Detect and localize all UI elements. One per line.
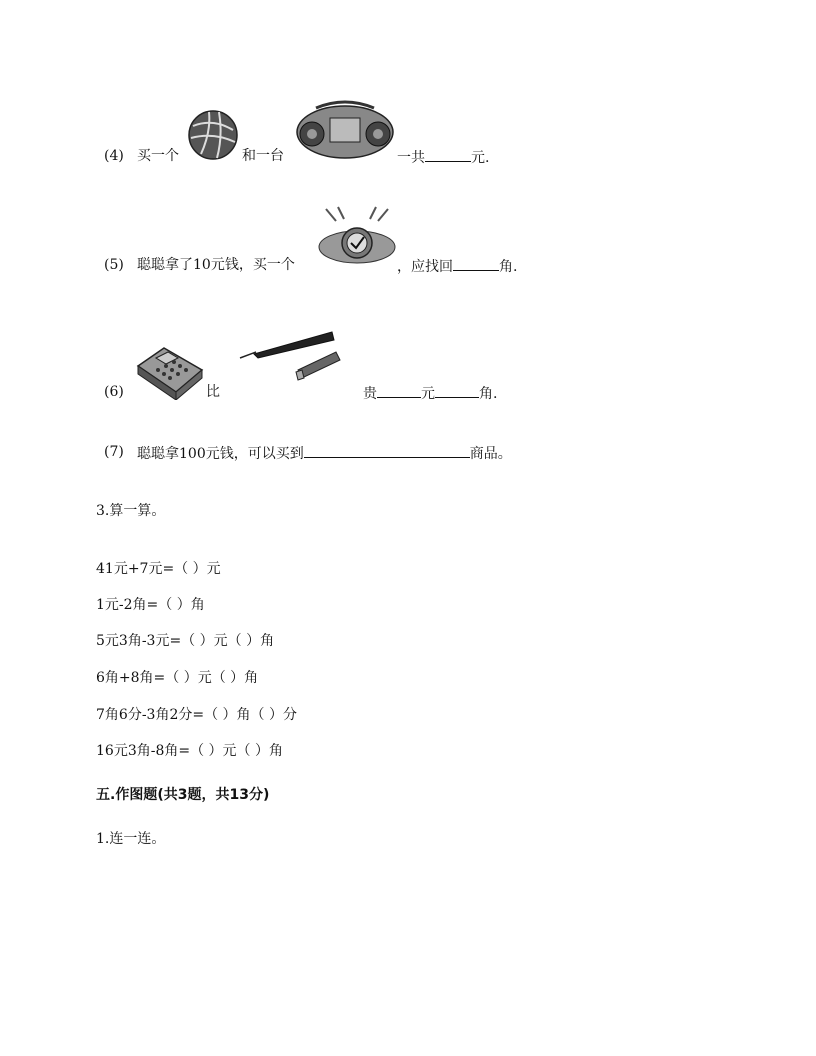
answer-blank[interactable] [453,256,499,271]
q7-text: 聪聪拿100元钱，可以买到 商品。 [137,443,512,463]
section-5-question-1: 1.连一连。 [96,831,166,847]
answer-blank[interactable] [425,147,471,162]
q4-text-a: 买一个 [137,148,179,164]
calc-item-2: 1元-2角=（ ）角 [96,597,205,613]
answer-blank[interactable] [377,383,421,398]
question-4 [104,147,124,165]
calculator-icon [134,344,206,400]
radio-icon [294,98,396,160]
calc-item-6: 16元3角-8角=（ ）元（ ）角 [96,743,283,759]
pen-icon [236,328,342,382]
q4-text-c: 一共 元. [397,147,489,167]
question-5 [104,256,124,274]
section-3-title: 3.算一算。 [96,503,166,519]
alarm-clock-icon [318,205,396,269]
question-number: (6) [104,384,124,400]
q6-text-b: 贵 元 角. [363,383,497,403]
calc-item-5: 7角6分-3角2分=（ ）角（ ）分 [96,707,297,723]
calc-item-3: 5元3角-3元=（ ）元（ ）角 [96,633,275,649]
question-number: (7) [104,444,124,460]
question-number: (4) [104,148,124,164]
question-6 [104,383,124,401]
calc-item-4: 6角+8角=（ ）元（ ）角 [96,670,259,686]
q4-text-b: 和一台 [242,148,284,164]
answer-blank[interactable] [435,383,479,398]
answer-blank[interactable] [304,443,470,458]
calc-item-1: 41元+7元=（ ）元 [96,561,221,577]
question-7 [104,443,124,461]
section-5-title: 五.作图题(共3题，共13分) [96,787,270,803]
q5-text-a: 聪聪拿了10元钱，买一个 [137,257,295,273]
q6-text-a: 比 [206,384,220,400]
q5-text-b: ，应找回 角. [397,256,517,276]
volleyball-icon [187,108,239,162]
question-number: (5) [104,257,124,273]
